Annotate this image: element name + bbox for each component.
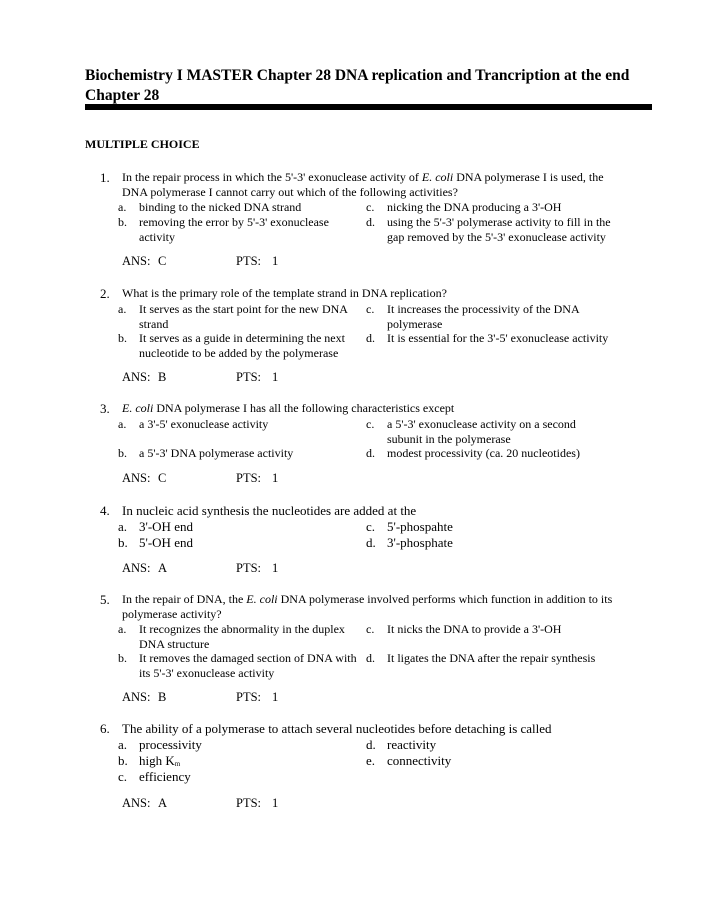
question-text: In the repair of DNA, the E. coli DNA polymerase involved performs which function in addition to its polymerase activity? bbox=[122, 592, 613, 621]
question-number: 2. bbox=[100, 286, 110, 301]
points-label: PTS: bbox=[236, 690, 262, 704]
question-text: In nucleic acid synthesis the nucleotides are added at the bbox=[122, 503, 417, 518]
answer-value: A bbox=[158, 561, 168, 575]
question-text: The ability of a polymerase to attach several nucleotides before detaching is called bbox=[122, 721, 552, 736]
answer-value: B bbox=[158, 690, 167, 704]
answer-label: ANS: bbox=[122, 370, 151, 384]
question-number: 1. bbox=[100, 170, 110, 185]
points-value: 1 bbox=[272, 254, 279, 268]
answer-value: C bbox=[158, 471, 167, 485]
answer-label: ANS: bbox=[122, 561, 151, 575]
points-value: 1 bbox=[272, 690, 279, 704]
points-value: 1 bbox=[272, 561, 279, 575]
points-label: PTS: bbox=[236, 561, 262, 575]
answer-value: A bbox=[158, 796, 168, 810]
answer-label: ANS: bbox=[122, 690, 151, 704]
question-number: 3. bbox=[100, 401, 110, 416]
points-value: 1 bbox=[272, 370, 279, 384]
question-text: E. coli DNA polymerase I has all the following characteristics except bbox=[122, 401, 455, 415]
points-label: PTS: bbox=[236, 254, 262, 268]
points-value: 1 bbox=[272, 796, 279, 810]
document-page: Biochemistry I MASTER Chapter 28 DNA replication and Trancription at the end Chapter 28 MULTIPLE CHOICE 1. In the repair process in which the 5'-3' exonuclease activity of E. coli DNA polymerase I is used, the DNA polymerase I cannot carry out which of the following activities? a. binding to the nicked DNA strand b. removing the error by 5'-3' exonuclease activity c. nicking the DNA producing a 3'-OH d. using the 5'-3' polymerase activity to fill in the gap removed by the 5'-3' exonuclease activity ANS: C PTS: 1 2. What is the primary role of the template strand in DNA replication? a. It serves as the start point for the new DNA strand b. It serves as a guide in determining the next nucleotide to be added by the polymerase c. It increases the processivity of the DNA polymerase d. It is essential for the 3'-5' exonuclease activity ANS: B PTS: 1 3. E. coli DNA polymerase I has all the following characteristics except a. a 3'-5' exonuclease activity b. a 5'-3' DNA polymerase activity c. a 5'-3' exonuclease activity on a second subunit in the polymerase d. modest processivity (ca. 20 nucleotides) ANS: C PTS: 1 4. In nucleic acid synthesis the nucleotides are added at the a. 3'-OH end b. 5'-OH end c. 5'-phospahte d. 3'-phosphate ANS: A PTS: 1 5. In the repair of DNA, the E. coli DNA polymerase involved performs which function in addition to its polymerase activity? a. It recognizes the abnormality in the duplex DNA structure b. It removes the damaged section of DNA with its 5'-3' exonuclease activity c. It nicks the DNA to provide a 3'-OH d. It ligates the DNA after the repair synthesis ANS: B PTS: 1 6. The ability of a polymerase to attach several nucleotides before detaching is called a. processivity b. high Km c. efficiency d. reactivity e. connectivity ANS: A PTS: 1 bbox=[0, 0, 714, 918]
answer-value: C bbox=[158, 254, 167, 268]
answer-value: B bbox=[158, 370, 167, 384]
question-number: 5. bbox=[100, 592, 110, 607]
question-number: 4. bbox=[100, 503, 110, 518]
question-text: What is the primary role of the template strand in DNA replication? bbox=[122, 286, 447, 300]
points-label: PTS: bbox=[236, 471, 262, 485]
points-value: 1 bbox=[272, 471, 279, 485]
points-label: PTS: bbox=[236, 370, 262, 384]
document-title: Biochemistry I MASTER Chapter 28 DNA replication and Trancription at the end Chapter 28 bbox=[85, 67, 630, 104]
section-title: MULTIPLE CHOICE bbox=[85, 137, 200, 151]
points-label: PTS: bbox=[236, 796, 262, 810]
question-text: In the repair process in which the 5'-3' exonuclease activity of E. coli DNA polymerase I is used, the DNA polymerase I cannot carry out which of the following activities? bbox=[122, 170, 604, 199]
title-rule bbox=[85, 104, 652, 110]
answer-label: ANS: bbox=[122, 796, 151, 810]
question-number: 6. bbox=[100, 721, 110, 736]
answer-label: ANS: bbox=[122, 254, 151, 268]
answer-label: ANS: bbox=[122, 471, 151, 485]
